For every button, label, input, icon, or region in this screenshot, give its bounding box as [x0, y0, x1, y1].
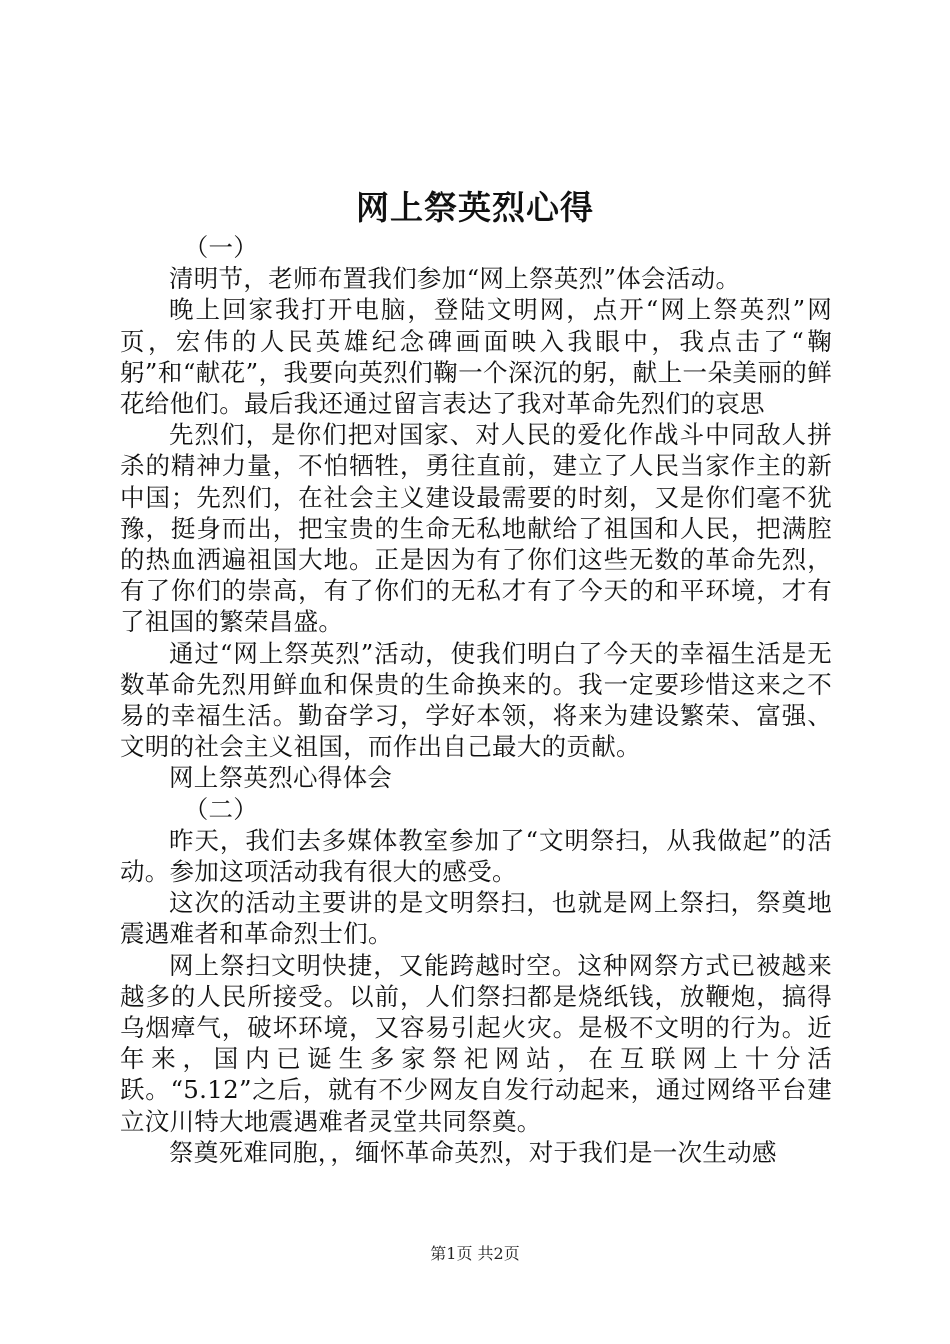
document-title: 网上祭英烈心得: [356, 188, 594, 227]
paragraph: 网上祭扫文明快捷，又能跨越时空。这种网祭方式已被越来越多的人民所接受。以前，人们祭扫都是烧纸钱，放鞭炮，搞得乌烟瘴气，破坏环境，又容易引起火灾。是极不文明的行为。近年来，国内已诞生多家祭祀网站，在互联网上十分活跃。“5.12”之后，就有不少网友自发行动起来，通过网络平台建立汶川特大地震遇难者灵堂共同祭奠。: [120, 950, 832, 1136]
page-footer: 第1页 共2页: [430, 1244, 520, 1263]
section-label-2: （二）: [183, 794, 259, 824]
paragraph: 昨天，我们去多媒体教室参加了“文明祭扫，从我做起”的活动。参加这项活动我有很大的感受。: [120, 825, 832, 887]
section-label-1: （一）: [183, 233, 259, 262]
paragraph: 通过“网上祭英烈”活动，使我们明白了今天的幸福生活是无数革命先烈用鲜血和保贵的生命换来的。我一定要珍惜这来之不易的幸福生活。勤奋学习，学好本领，将来为建设繁荣、富强、文明的社会主义祖国，而作出自己最大的贡献。: [120, 638, 832, 762]
paragraph: 先烈们，是你们把对国家、对人民的爱化作战斗中同敌人拼杀的精神力量，不怕牺牲，勇往直前，建立了人民当家作主的新中国；先烈们，在社会主义建设最需要的时刻，又是你们毫不犹豫，挺身而出，把宝贵的生命无私地献给了祖国和人民，把满腔的热血洒遍祖国大地。正是因为有了你们这些无数的革命先烈，有了你们的崇高，有了你们的无私才有了今天的和平环境，才有了祖国的繁荣昌盛。: [120, 420, 832, 637]
paragraph: 这次的活动主要讲的是文明祭扫，也就是网上祭扫，祭奠地震遇难者和革命烈士们。: [120, 888, 832, 949]
paragraph: 晚上回家我打开电脑，登陆文明网，点开“网上祭英烈”网页，宏伟的人民英雄纪念碑画面映入我眼中，我点击了“鞠躬”和“献花”，我要向英烈们鞠一个深沉的躬，献上一朵美丽的鲜花给他们。最后我还通过留言表达了我对革命先烈们的哀思: [120, 295, 832, 419]
subheading: 网上祭英烈心得体会: [169, 763, 393, 793]
paragraph: 清明节，老师布置我们参加“网上祭英烈”体会活动。: [169, 264, 741, 294]
paragraph: 祭奠死难同胞，，缅怀革命英烈，对于我们是一次生动感: [169, 1137, 777, 1167]
document-body: [120, 232, 832, 1168]
